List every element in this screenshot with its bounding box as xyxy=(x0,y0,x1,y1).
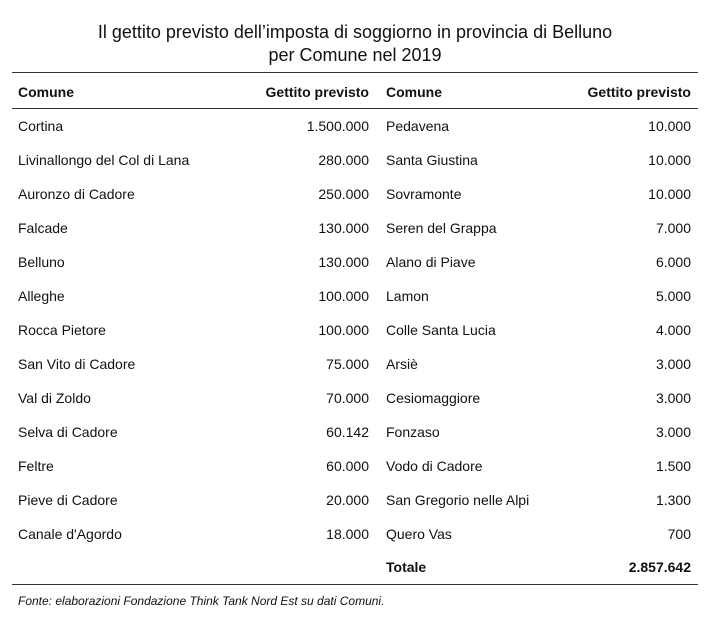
table-cell-comune: Fonzaso xyxy=(386,424,440,440)
table-cell-gettito: 70.000 xyxy=(326,390,369,406)
table-cell-comune: Lamon xyxy=(386,288,429,304)
header-comune-left: Comune xyxy=(18,84,74,100)
table-cell-gettito: 1.500 xyxy=(655,458,691,474)
table-cell-comune: Vodo di Cadore xyxy=(386,458,483,474)
table-cell-comune: Belluno xyxy=(18,254,65,270)
table-cell-comune: Cortina xyxy=(18,118,64,134)
table-cell-gettito: 20.000 xyxy=(326,492,369,508)
top-rule xyxy=(12,72,698,73)
table-cell-comune: Sovramonte xyxy=(386,186,462,202)
table-cell-comune: Pedavena xyxy=(386,118,450,134)
total-value: 2.857.642 xyxy=(628,559,691,575)
table-cell-comune: Falcade xyxy=(18,220,68,236)
header-gettito-left: Gettito previsto xyxy=(265,84,369,100)
header-gettito-right: Gettito previsto xyxy=(587,84,691,100)
table-cell-gettito: 700 xyxy=(667,526,691,542)
table-cell-gettito: 7.000 xyxy=(655,220,691,236)
table-cell-comune: Livinallongo del Col di Lana xyxy=(18,152,190,168)
table-cell-comune: Pieve di Cadore xyxy=(18,492,118,508)
table-cell-gettito: 3.000 xyxy=(655,356,691,372)
table-cell-gettito: 60.000 xyxy=(326,458,369,474)
table-cell-gettito: 6.000 xyxy=(655,254,691,270)
table-cell-comune: Rocca Pietore xyxy=(18,322,106,338)
table-cell-comune: Selva di Cadore xyxy=(18,424,118,440)
table-cell-gettito: 3.000 xyxy=(655,424,691,440)
table-cell-gettito: 100.000 xyxy=(318,322,369,338)
table-cell-gettito: 250.000 xyxy=(318,186,369,202)
table-cell-gettito: 60.142 xyxy=(326,424,369,440)
table-cell-comune: Arsiè xyxy=(386,356,418,372)
table-cell-gettito: 10.000 xyxy=(648,152,691,168)
total-label: Totale xyxy=(386,559,427,575)
table-cell-comune: Feltre xyxy=(18,458,54,474)
table-cell-comune: Seren del Grappa xyxy=(386,220,497,236)
header-rule xyxy=(12,108,698,109)
table-cell-gettito: 10.000 xyxy=(648,118,691,134)
table-cell-gettito: 1.300 xyxy=(655,492,691,508)
table-cell-gettito: 130.000 xyxy=(318,254,369,270)
table-cell-gettito: 280.000 xyxy=(318,152,369,168)
table-cell-gettito: 4.000 xyxy=(655,322,691,338)
table-cell-comune: San Gregorio nelle Alpi xyxy=(386,492,530,508)
table-cell-comune: Alleghe xyxy=(18,288,65,304)
table-cell-comune: Cesiomaggiore xyxy=(386,390,481,406)
table-cell-gettito: 10.000 xyxy=(648,186,691,202)
table-cell-comune: Colle Santa Lucia xyxy=(386,322,496,338)
table-cell-gettito: 1.500.000 xyxy=(306,118,369,134)
table-cell-gettito: 130.000 xyxy=(318,220,369,236)
table-cell-comune: Auronzo di Cadore xyxy=(18,186,135,202)
table-cell-gettito: 3.000 xyxy=(655,390,691,406)
table-cell-gettito: 5.000 xyxy=(655,288,691,304)
table-cell-comune: Canale d'Agordo xyxy=(18,526,122,542)
table-cell-comune: Alano di Piave xyxy=(386,254,476,270)
table-cell-comune: Quero Vas xyxy=(386,526,452,542)
table-cell-gettito: 18.000 xyxy=(326,526,369,542)
table-cell-comune: Santa Giustina xyxy=(386,152,478,168)
table-cell-gettito: 75.000 xyxy=(326,356,369,372)
table-cell-gettito: 100.000 xyxy=(318,288,369,304)
header-comune-right: Comune xyxy=(386,84,442,100)
table-cell-comune: San Vito di Cadore xyxy=(18,356,136,372)
source-note: Fonte: elaborazioni Fondazione Think Tank Nord Est su dati Comuni. xyxy=(18,594,385,608)
bottom-rule xyxy=(12,584,698,585)
table-title-line-2: per Comune nel 2019 xyxy=(268,45,442,65)
table-title-line-1: Il gettito previsto dell’imposta di soggiorno in provincia di Belluno xyxy=(97,22,613,42)
table-cell-comune: Val di Zoldo xyxy=(18,390,91,406)
